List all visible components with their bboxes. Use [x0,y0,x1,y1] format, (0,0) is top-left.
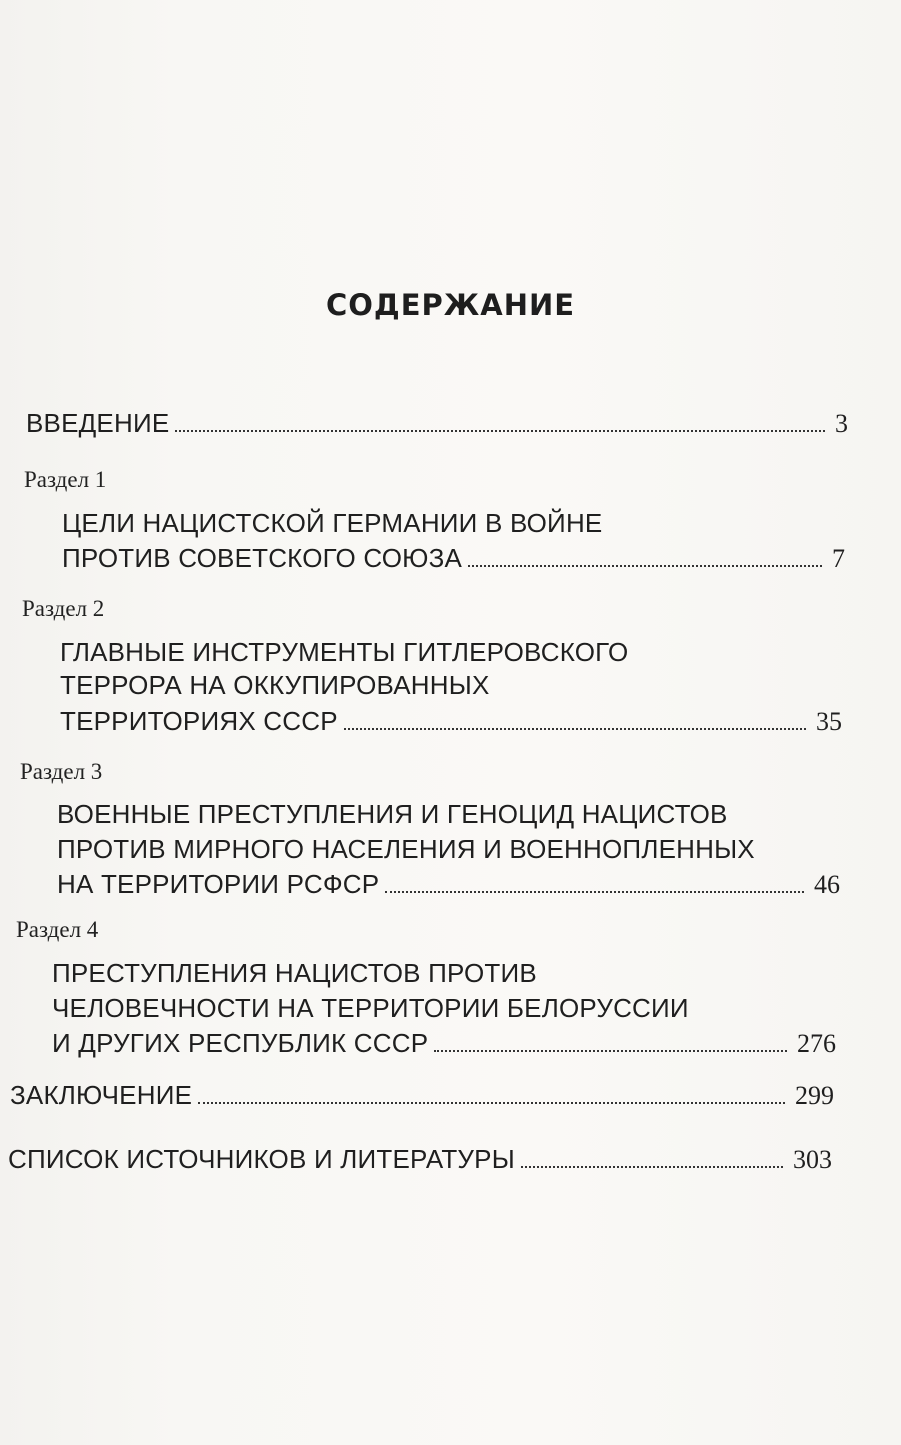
section-title-line: И ДРУГИХ РЕСПУБЛИК СССР [52,1028,429,1058]
toc-page-number: 35 [816,707,842,736]
toc-entry-title: ЗАКЛЮЧЕНИЕ [10,1080,193,1110]
toc-entry-conclusion [10,1080,834,1111]
toc-page-number: 3 [835,409,848,438]
section-label-4: Раздел 4 [16,917,99,942]
toc-entry-title: СПИСОК ИСТОЧНИКОВ И ЛИТЕРАТУРЫ [8,1144,515,1174]
page-title: СОДЕРЖАНИЕ [325,288,576,322]
toc-page-number: 46 [814,870,840,899]
section-title-line: ВОЕННЫЕ ПРЕСТУПЛЕНИЯ И ГЕНОЦИД НАЦИСТОВ [57,799,728,829]
dot-leader [468,565,822,567]
section-title-line: ПРОТИВ МИРНОГО НАСЕЛЕНИЯ И ВОЕННОПЛЕННЫХ [57,834,755,864]
dot-leader [344,728,806,730]
section-title-line: ГЛАВНЫЕ ИНСТРУМЕНТЫ ГИТЛЕРОВСКОГО [60,637,629,667]
dot-leader [385,891,804,893]
section-title-line: ЦЕЛИ НАЦИСТСКОЙ ГЕРМАНИИ В ВОЙНЕ [62,508,603,538]
section-label-1: Раздел 1 [24,467,107,492]
section-title-line: ТЕРРИТОРИЯХ СССР [60,706,338,736]
toc-entry-section-3 [57,869,840,900]
section-title-line: ПРОТИВ СОВЕТСКОГО СОЮЗА [62,543,463,573]
toc-entry-sources [8,1144,832,1175]
toc-entry-intro [26,408,848,439]
toc-page-number: 299 [795,1081,834,1110]
dot-leader [434,1050,787,1052]
toc-entry-section-2 [60,706,842,737]
toc-entry-section-4 [52,1028,836,1059]
toc-page-number: 7 [832,544,845,573]
section-title-line: ТЕРРОРА НА ОККУПИРОВАННЫХ [60,670,490,700]
section-label-2: Раздел 2 [22,596,105,621]
dot-leader [198,1102,785,1104]
section-title-line: ЧЕЛОВЕЧНОСТИ НА ТЕРРИТОРИИ БЕЛОРУССИИ [52,993,689,1023]
dot-leader [521,1166,783,1168]
toc-page-number: 276 [797,1029,836,1058]
section-title-line: ПРЕСТУПЛЕНИЯ НАЦИСТОВ ПРОТИВ [52,958,537,988]
toc-page-number: 303 [793,1145,832,1174]
toc-entry-section-1 [62,543,845,574]
section-label-3: Раздел 3 [20,759,103,784]
dot-leader [175,430,825,432]
toc-entry-title: ВВЕДЕНИЕ [26,408,170,438]
section-title-line: НА ТЕРРИТОРИИ РСФСР [57,869,380,899]
